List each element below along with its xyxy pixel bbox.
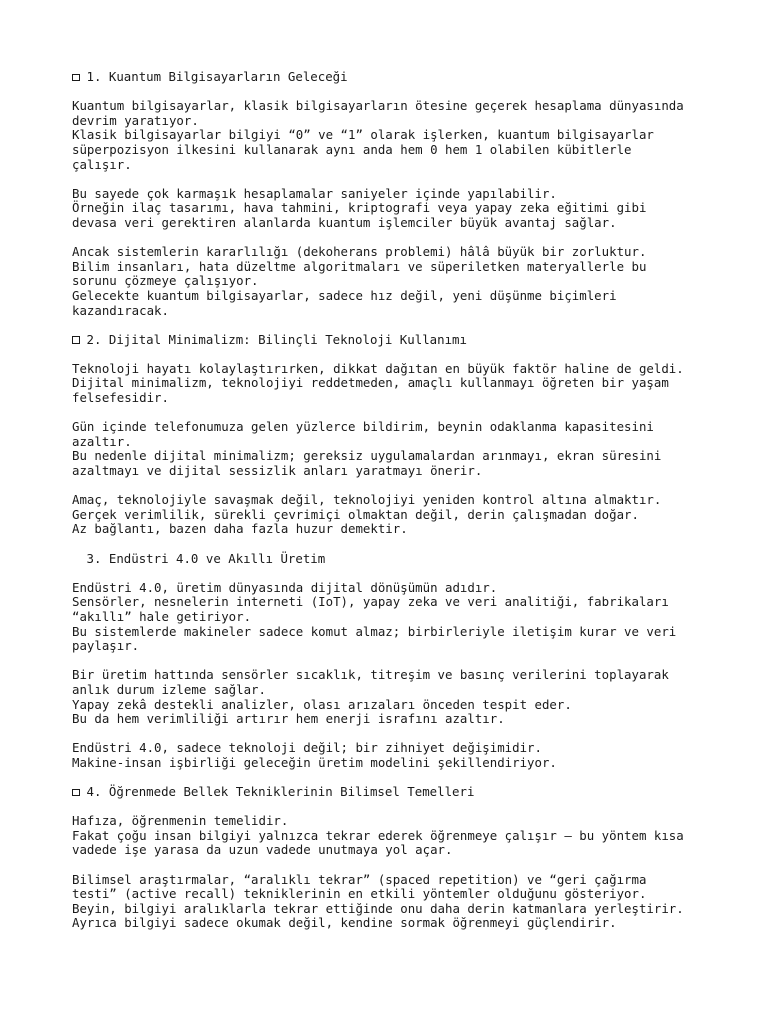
text-line: Gerçek verimlilik, sürekli çevrimiçi olmaktan değil, derin çalışmadan doğar. [72,506,639,522]
paragraph [72,362,712,406]
text-line: Makine-insan işbirliği geleceğin üretim modelini şekillendiriyor. [72,754,557,770]
text-line: Teknoloji hayatı kolaylaştırırken, dikkat dağıtan en büyük faktör haline de geldi. [72,360,684,376]
text-line: devrim yaratıyor. [72,112,199,128]
paragraph [72,493,712,537]
text-line: Endüstri 4.0, sadece teknoloji değil; bir zihniyet değişimidir. [72,740,542,756]
text-line: testi” (active recall) tekniklerinin en etkili yöntemler olduğunu gösteriyor. [72,886,647,902]
text-line: Bu sayede çok karmaşık hesaplamalar saniyeler içinde yapılabilir. [72,185,557,201]
text-line: azaltır. [72,433,132,449]
text-line: Örneğin ilaç tasarımı, hava tahmini, kriptografi veya yapay zeka eğitimi gibi [72,200,647,216]
paragraph [72,668,712,726]
section-heading [72,333,712,348]
text-line: Bilim insanları, hata düzeltme algoritmaları ve süperiletken materyallerle bu [72,258,647,274]
text-line: azaltmayı ve dijital sessizlik anları yaratmayı önerir. [72,463,483,479]
text-line: Yapay zekâ destekli analizler, olası arızaları önceden tespit eder. [72,696,572,712]
paragraph [72,187,712,231]
section-heading [72,785,712,800]
text-line: Kuantum bilgisayarlar, klasik bilgisayarların ötesine geçerek hesaplama dünyasında [72,98,684,114]
paragraph [72,581,712,654]
text-line: Endüstri 4.0, üretim dünyasında dijital dönüşümün adıdır. [72,579,498,595]
text-line: devasa veri gerektiren alanlarda kuantum işlemciler büyük avantaj sağlar. [72,214,617,230]
text-line: Sensörler, nesnelerin interneti (IoT), yapay zeka ve veri analitiği, fabrikaları [72,594,669,610]
text-line: vadede işe yarasa da uzun vadede unutmaya yol açar. [72,842,453,858]
paragraph [72,873,712,931]
box-bullet-icon [72,74,80,82]
text-line: Gelecekte kuantum bilgisayarlar, sadece hız değil, yeni düşünme biçimleri [72,287,617,303]
text-line: Fakat çoğu insan bilgiyi yalnızca tekrar ederek öğrenmeye çalışır — bu yöntem kısa [72,827,684,843]
text-line: “akıllı” hale getiriyor. [72,608,252,624]
section-title: 1. Kuantum Bilgisayarların Geleceği [86,69,348,84]
text-line: Ancak sistemlerin kararlılığı (dekoherans problemi) hâlâ büyük bir zorluktur. [72,244,647,260]
text-line: Bir üretim hattında sensörler sıcaklık, titreşim ve basınç verilerini toplayarak [72,667,669,683]
paragraph [72,99,712,172]
text-line: Ayrıca bilgiyi sadece okumak değil, kendine sormak öğrenmeyi güçlendirir. [72,915,617,931]
paragraph [72,420,712,478]
text-line: Bilimsel araştırmalar, “aralıklı tekrar” (spaced repetition) ve “geri çağırma [72,871,647,887]
paragraph [72,741,712,770]
text-line: çalışır. [72,156,132,172]
text-line: kazandıracak. [72,302,169,318]
text-line: Klasik bilgisayarlar bilgiyi “0” ve “1” olarak işlerken, kuantum bilgisayarlar [72,127,654,143]
text-line: Beyin, bilgiyi aralıklarla tekrar ettiğinde onu daha derin katmanlara yerleştirir. [72,900,684,916]
section-title: 4. Öğrenmede Bellek Tekniklerinin Bilimsel Temelleri [86,784,475,800]
text-line: felsefesidir. [72,390,169,406]
text-line: süperpozisyon ilkesini kullanarak aynı anda hem 0 hem 1 olabilen kübitlerle [72,141,632,157]
box-bullet-icon [72,789,80,797]
paragraph [72,814,712,858]
text-line: sorunu çözmeye çalışıyor. [72,273,259,289]
text-line: Bu da hem verimliliği artırır hem enerji israfını azaltır. [72,711,505,727]
paragraph [72,245,712,318]
text-line: Gün içinde telefonumuza gelen yüzlerce bildirim, beynin odaklanma kapasitesini [72,419,654,435]
text-line: Amaç, teknolojiyle savaşmak değil, teknolojiyi yeniden kontrol altına almaktır. [72,492,662,508]
text-line: paylaşır. [72,638,140,654]
text-line: Bu sistemlerde makineler sadece komut almaz; birbirleriyle iletişim kurar ve veri [72,623,677,639]
text-line: anlık durum izleme sağlar. [72,681,266,697]
text-line: Hafıza, öğrenmenin temelidir. [72,813,289,829]
section-title: 3. Endüstri 4.0 ve Akıllı Üretim [86,550,326,566]
section-title: 2. Dijital Minimalizm: Bilinçli Teknoloji Kullanımı [86,331,467,347]
section-heading [72,552,712,567]
blank-bullet-space [72,555,80,563]
text-line: Az bağlantı, bazen daha fazla huzur demektir. [72,521,408,537]
text-line: Bu nedenle dijital minimalizm; gereksiz uygulamalardan arınmayı, ekran süresini [72,448,662,464]
box-bullet-icon [72,336,80,344]
section-heading [72,70,712,85]
document-page [72,70,712,946]
text-line: Dijital minimalizm, teknolojiyi reddetmeden, amaçlı kullanmayı öğreten bir yaşam [72,375,669,391]
